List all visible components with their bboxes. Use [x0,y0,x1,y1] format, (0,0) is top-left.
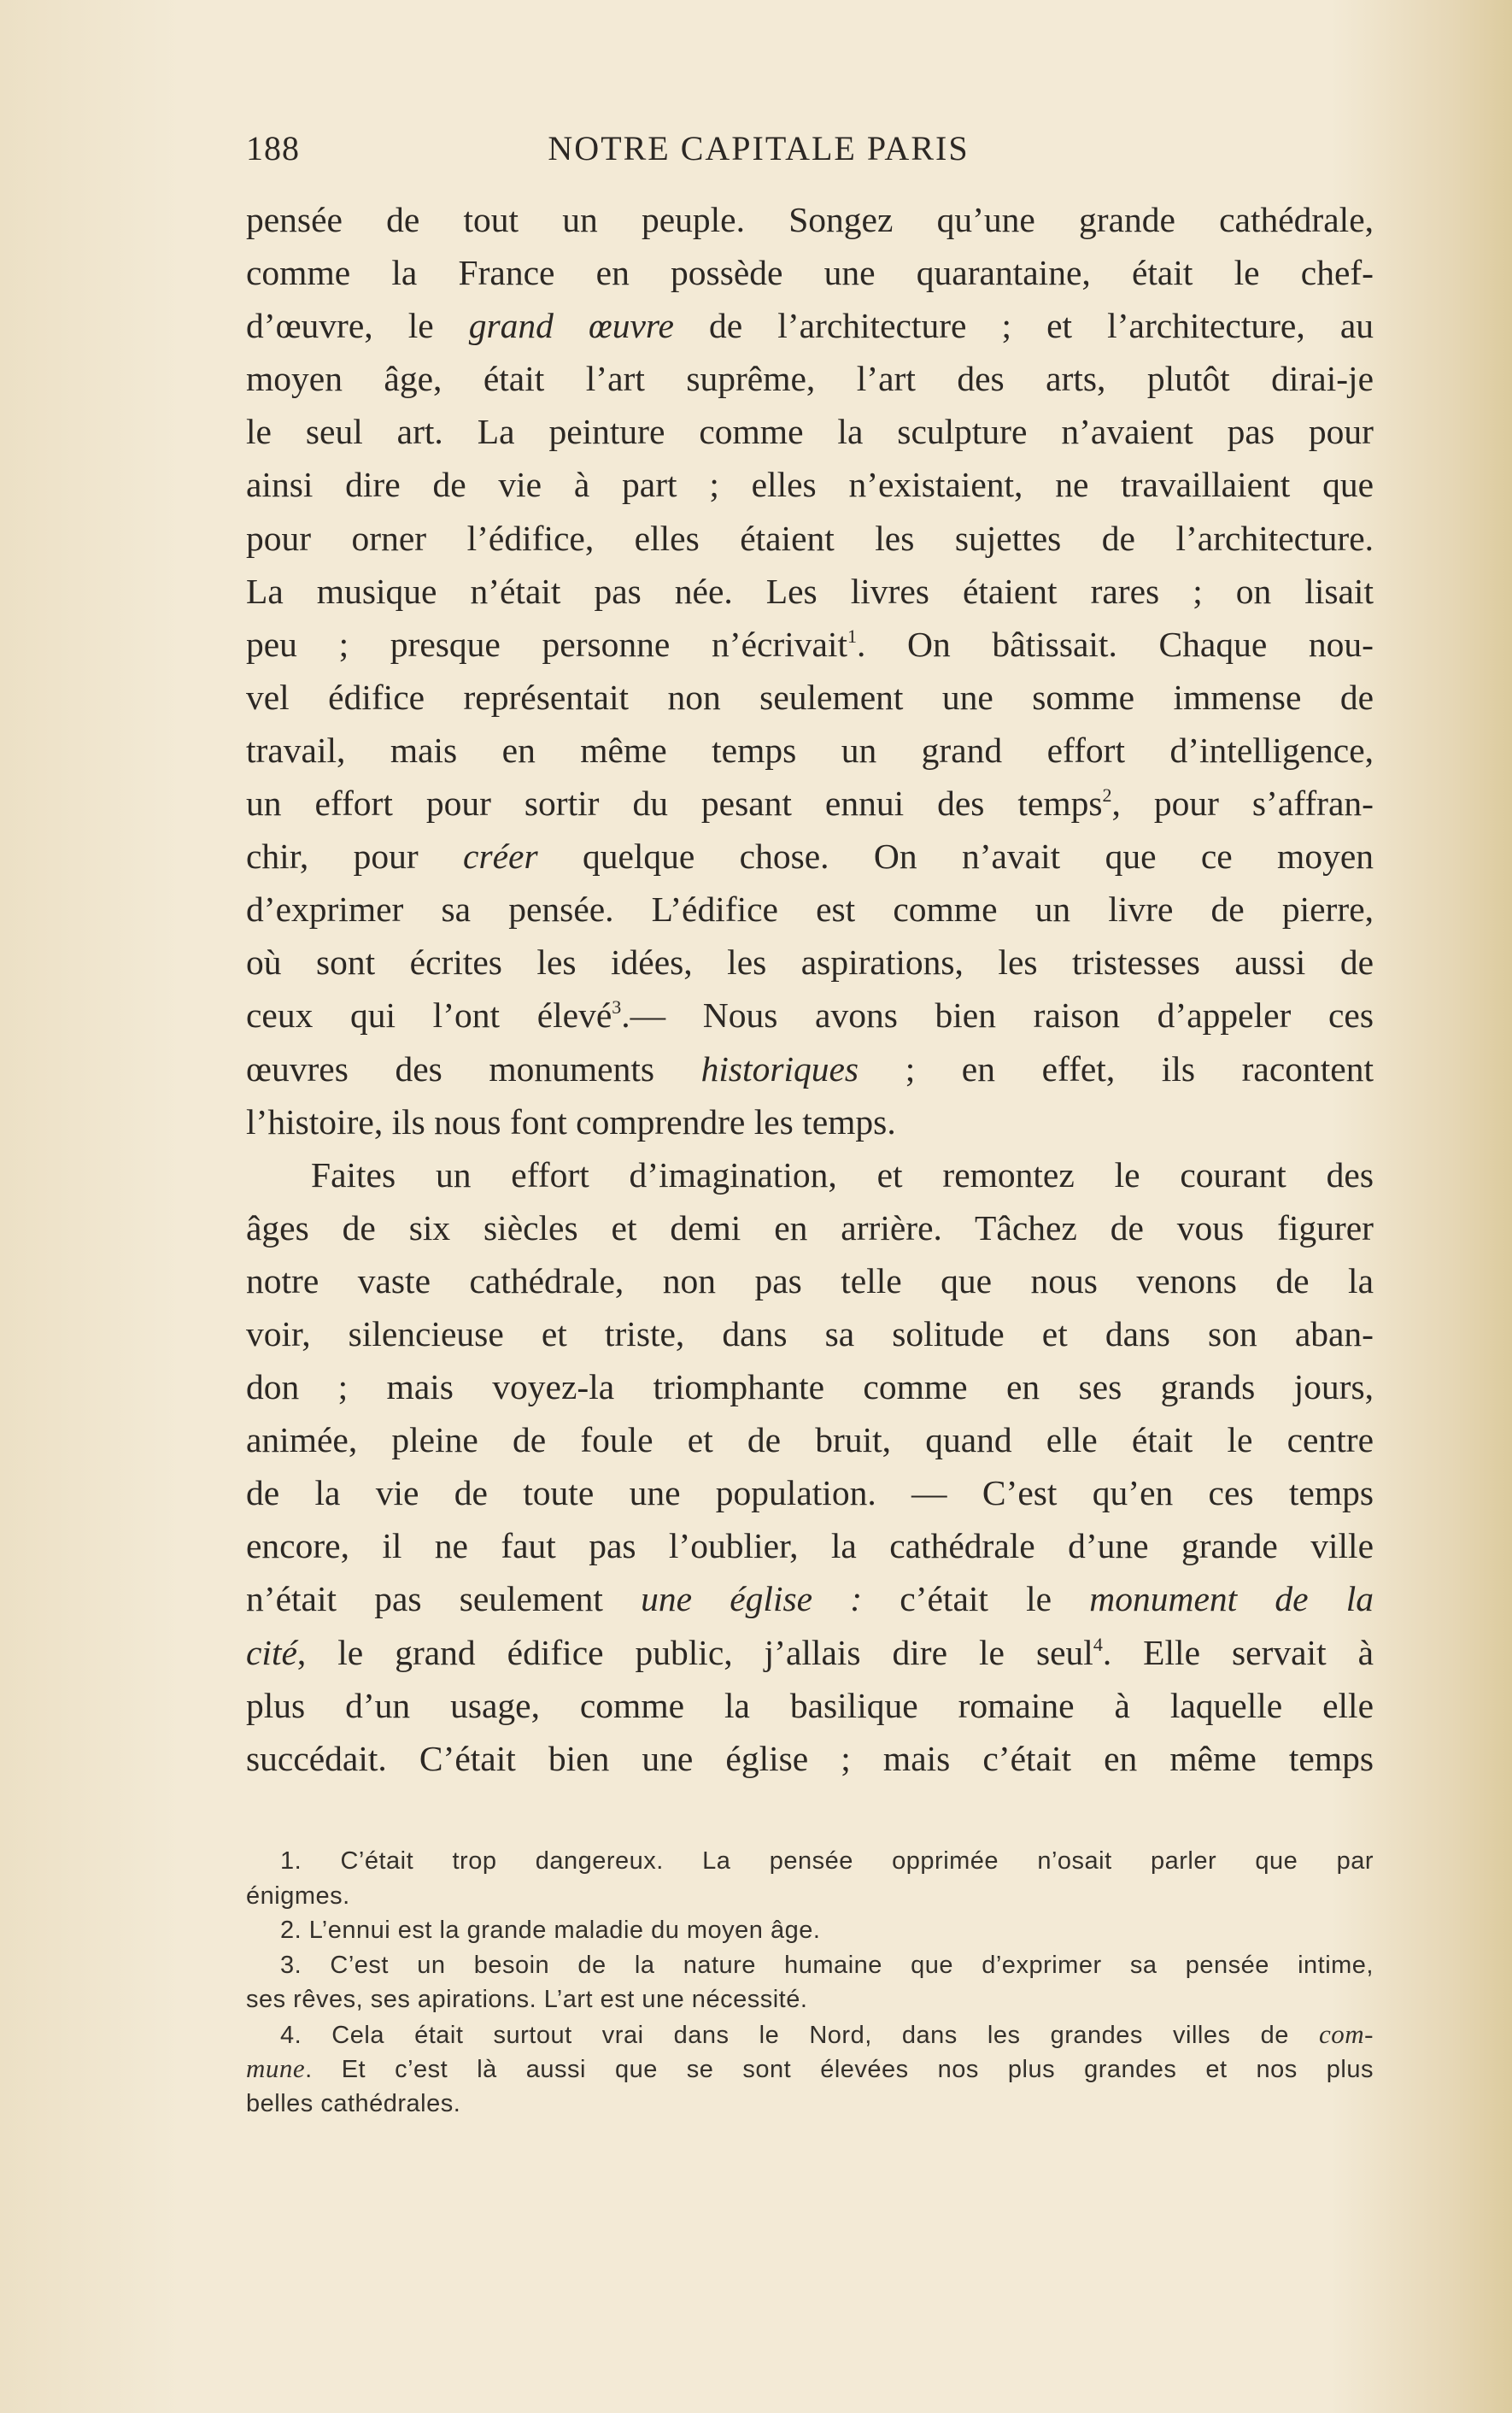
text-line [246,1519,1374,1572]
text-segment: encore, il ne faut pas l’oublier, la cathédrale d’une grande ville [246,1526,1374,1566]
text-segment: voir, silencieuse et triste, dans sa solitude et dans son aban- [246,1313,1374,1353]
italic-phrase: une église : [641,1579,863,1619]
text-segment: pensée de tout un peuple. Songez qu’une grande cathédrale, [246,200,1374,239]
text-segment: ; en effet, ils racontent [859,1048,1374,1089]
text-segment: vel édifice représentait non seulement une somme immense de [246,677,1374,717]
text-line [246,724,1374,777]
footnote-italic: mune [246,2053,306,2083]
text-line [246,1148,1374,1201]
text-line [246,1095,1374,1148]
footnotes [246,1844,1374,2121]
footnote-line [246,2087,1374,2122]
running-head: NOTRE CAPITALE PARIS [548,129,970,167]
main-text [246,193,1374,1785]
text-segment: notre vaste cathédrale, non pas telle que nous venons de la [246,1260,1374,1300]
page-number: 188 [246,129,300,167]
text-line [246,352,1374,405]
text-segment: chir, pour [246,837,464,877]
italic-phrase: grand œuvre [468,306,674,346]
text-line [246,1042,1374,1095]
text-segment: don ; mais voyez-la triomphante comme en ses grands jours, [246,1367,1374,1407]
text-segment: travail, mais en même temps un grand effort d’intelligence, [246,730,1374,770]
text-segment: où sont écrites les idées, les aspirations, les tristesses aussi de [246,942,1374,983]
text-segment: plus d’un usage, comme la basilique romaine à laquelle elle [246,1685,1374,1725]
text-segment: de l’architecture ; et l’architecture, au [673,306,1374,346]
footnote-text: énigmes. [246,1882,350,1910]
text-segment: ainsi dire de vie à part ; elles n’existaient, ne travaillaient que [246,465,1374,505]
text-line [246,883,1374,936]
footnote-italic: com- [1319,2018,1374,2049]
footnote-text: ses rêves, ses apirations. L’art est une nécessité. [246,1986,808,2013]
text-segment: quelque chose. On n’avait que ce moyen [537,837,1374,877]
footnote-marker: 1 [847,625,857,647]
text-segment: âges de six siècles et demi en arrière. Tâchez de vous figurer [246,1207,1374,1248]
footnote-text: 4. Cela était surtout vrai dans le Nord, dans les grandes villes de [280,2021,1320,2049]
text-segment: d’œuvre, le [246,306,469,346]
footnote-text: . Et c’est là aussi que se sont élevées nos plus grandes et nos plus [305,2056,1374,2083]
text-segment: peu ; presque personne n’écrivait [246,624,847,664]
text-line [246,777,1374,830]
text-line [246,1466,1374,1519]
text-line [246,1360,1374,1413]
page-header [246,128,1374,171]
text-line [246,1732,1374,1785]
footnote-text: belles cathédrales. [246,2089,461,2117]
text-segment: moyen âge, était l’art suprême, l’art des arts, plutôt dirai-je [246,359,1374,399]
text-segment: animée, pleine de foule et de bruit, quand elle était le centre [246,1420,1374,1460]
text-segment: .— Nous avons bien raison d’appeler ces [621,995,1374,1036]
text-line [246,512,1374,565]
footnote-marker: 3 [612,996,622,1019]
text-line [246,1307,1374,1360]
italic-phrase: monument de la [1089,1579,1374,1619]
text-segment: pour orner l’édifice, elles étaient les sujettes de l’architecture. [246,518,1374,558]
text-segment: . Elle servait à [1102,1632,1374,1672]
italic-phrase: cité [246,1632,297,1672]
text-line [246,1679,1374,1732]
italic-phrase: créer [463,837,538,877]
text-segment: un effort pour sortir du pesant ennui des temps [246,784,1103,824]
footnote-line [246,2017,1374,2052]
text-segment: c’était le [862,1579,1090,1619]
text-line [246,565,1374,618]
text-segment: le seul art. La peinture comme la sculpture n’avaient pas pour [246,412,1374,452]
text-segment: succédait. C’était bien une église ; mais c’était en même temps [246,1738,1374,1778]
text-line [246,1254,1374,1307]
text-line [246,936,1374,989]
text-line [246,246,1374,299]
footnote-line [246,2052,1374,2087]
text-line [246,989,1374,1042]
text-line [246,830,1374,883]
text-segment: œuvres des monuments [246,1048,701,1089]
text-line [246,299,1374,352]
text-segment: n’était pas seulement [246,1579,642,1619]
footnote-marker: 4 [1093,1633,1103,1655]
footnote-line [246,1913,1374,1948]
text-line [246,1626,1374,1679]
footnote-line [246,1879,1374,1914]
text-line [246,1413,1374,1466]
text-line [246,1572,1374,1625]
footnote-text: 3. C’est un besoin de la nature humaine que d’exprimer sa pensée intime, [280,1951,1374,1979]
footnote-marker: 2 [1102,784,1112,807]
text-line [246,405,1374,458]
text-segment: ceux qui l’ont élevé [246,995,612,1036]
text-segment: l’histoire, ils nous font comprendre les temps. [246,1101,896,1142]
text-line [246,193,1374,246]
text-segment: , pour s’affran- [1111,784,1374,824]
text-line [246,618,1374,671]
text-segment: Faites un effort d’imagination, et remontez le courant des [311,1154,1374,1195]
text-segment: d’exprimer sa pensée. L’édifice est comme un livre de pierre, [246,889,1374,930]
text-segment: comme la France en possède une quarantaine, était le chef- [246,253,1374,293]
text-line [246,671,1374,724]
footnote-text: 1. C’était trop dangereux. La pensée opprimée n’osait parler que par [280,1847,1374,1875]
italic-phrase: historiques [700,1048,859,1089]
text-segment: de la vie de toute une population. — C’est qu’en ces temps [246,1473,1374,1513]
footnote-text: 2. L’ennui est la grande maladie du moyen âge. [280,1917,821,1944]
text-segment: , le grand édifice public, j’allais dire le seul [296,1632,1093,1672]
text-segment: La musique n’était pas née. Les livres étaient rares ; on lisait [246,571,1374,611]
footnote-line [246,1948,1374,1983]
footnote-line [246,1982,1374,2017]
text-segment: . On bâtissait. Chaque nou- [857,624,1374,664]
footnote-line [246,1844,1374,1879]
text-line [246,458,1374,511]
text-line [246,1201,1374,1254]
